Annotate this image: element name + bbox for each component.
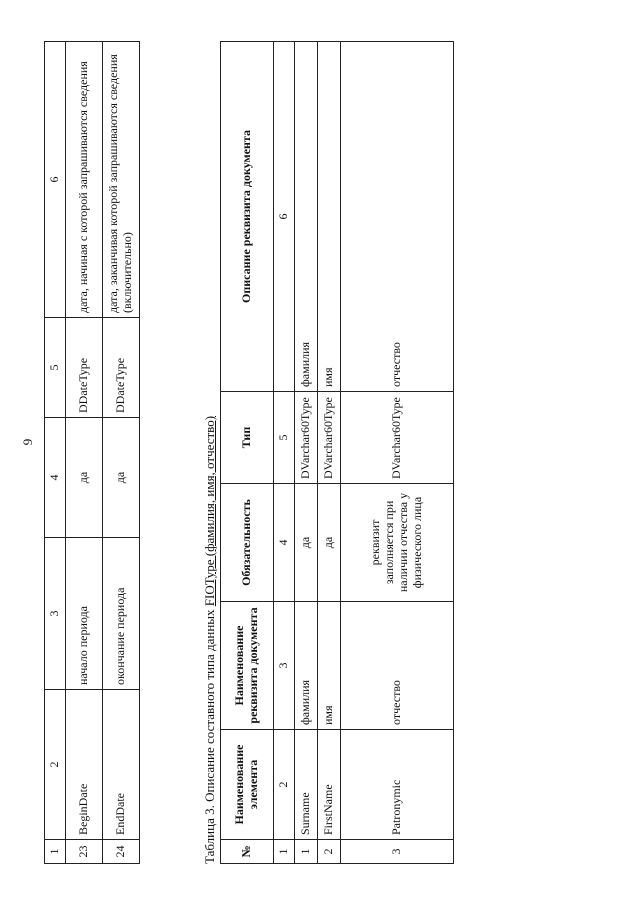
column-number: 2 — [274, 730, 295, 840]
attribute-name: имя — [318, 602, 341, 730]
required-cell: реквизит заполняется при наличии отчества у физического лица — [341, 484, 454, 602]
table-caption — [202, 416, 218, 864]
type-cell: DDateType — [66, 318, 103, 418]
column-number: 1 — [45, 840, 66, 864]
table-row — [103, 42, 140, 864]
header-required: Обязательность — [221, 484, 274, 602]
description-cell: дата, заканчивая которой запрашиваются сведения (включительно) — [103, 42, 140, 318]
page-number: 9 — [20, 438, 35, 446]
element-name: Patronymic — [341, 730, 454, 840]
description-cell: дата, начиная с которой запрашиваются сведения — [66, 42, 103, 318]
header-row — [221, 42, 274, 864]
type-cell: DVarchar60Type — [295, 392, 318, 484]
fiotype-table — [220, 41, 454, 864]
description-cell: фамилия — [295, 42, 318, 392]
column-number: 5 — [45, 318, 66, 418]
table-row — [341, 42, 454, 864]
type-cell: DDateType — [103, 318, 140, 418]
required-cell: да — [103, 418, 140, 538]
description-cell: имя — [318, 42, 341, 392]
table-row — [66, 42, 103, 864]
header-type: Тип — [221, 392, 274, 484]
column-number-row — [274, 42, 295, 864]
row-number: 2 — [318, 840, 341, 864]
attribute-name: окончание периода — [103, 538, 140, 690]
row-number: 23 — [66, 840, 103, 864]
required-cell: да — [295, 484, 318, 602]
attribute-name: отчество — [341, 602, 454, 730]
element-name: FirstName — [318, 730, 341, 840]
header-description: Описание реквизита документа — [221, 42, 274, 392]
attribute-name: начало периода — [66, 538, 103, 690]
element-name: EndDate — [103, 690, 140, 840]
column-number: 6 — [45, 42, 66, 318]
required-cell: да — [66, 418, 103, 538]
column-number: 3 — [274, 602, 295, 730]
attribute-name: фамилия — [295, 602, 318, 730]
column-number-row — [45, 42, 66, 864]
column-number: 4 — [45, 418, 66, 538]
row-number: 24 — [103, 840, 140, 864]
type-cell: DVarchar60Type — [318, 392, 341, 484]
description-cell: отчество — [341, 42, 454, 392]
column-number: 1 — [274, 840, 295, 864]
caption-prefix: Таблица 3. Описание составного типа данных — [202, 606, 217, 864]
column-number: 2 — [45, 690, 66, 840]
caption-type-name: FIOType (фамилия, имя, отчество) — [202, 415, 217, 607]
type-cell: DVarchar60Type — [341, 392, 454, 484]
table-row — [295, 42, 318, 864]
column-number: 3 — [45, 538, 66, 690]
element-name: Surname — [295, 730, 318, 840]
column-number: 5 — [274, 392, 295, 484]
row-number: 3 — [341, 840, 454, 864]
required-cell: да — [318, 484, 341, 602]
column-number: 4 — [274, 484, 295, 602]
element-name: BeginDate — [66, 690, 103, 840]
table-row — [318, 42, 341, 864]
header-element: Наименование элемента — [221, 730, 274, 840]
continued-table — [44, 41, 140, 864]
header-number: № — [221, 840, 274, 864]
header-attribute: Наименование реквизита документа — [221, 602, 274, 730]
document-page — [10, 12, 630, 892]
column-number: 6 — [274, 42, 295, 392]
row-number: 1 — [295, 840, 318, 864]
